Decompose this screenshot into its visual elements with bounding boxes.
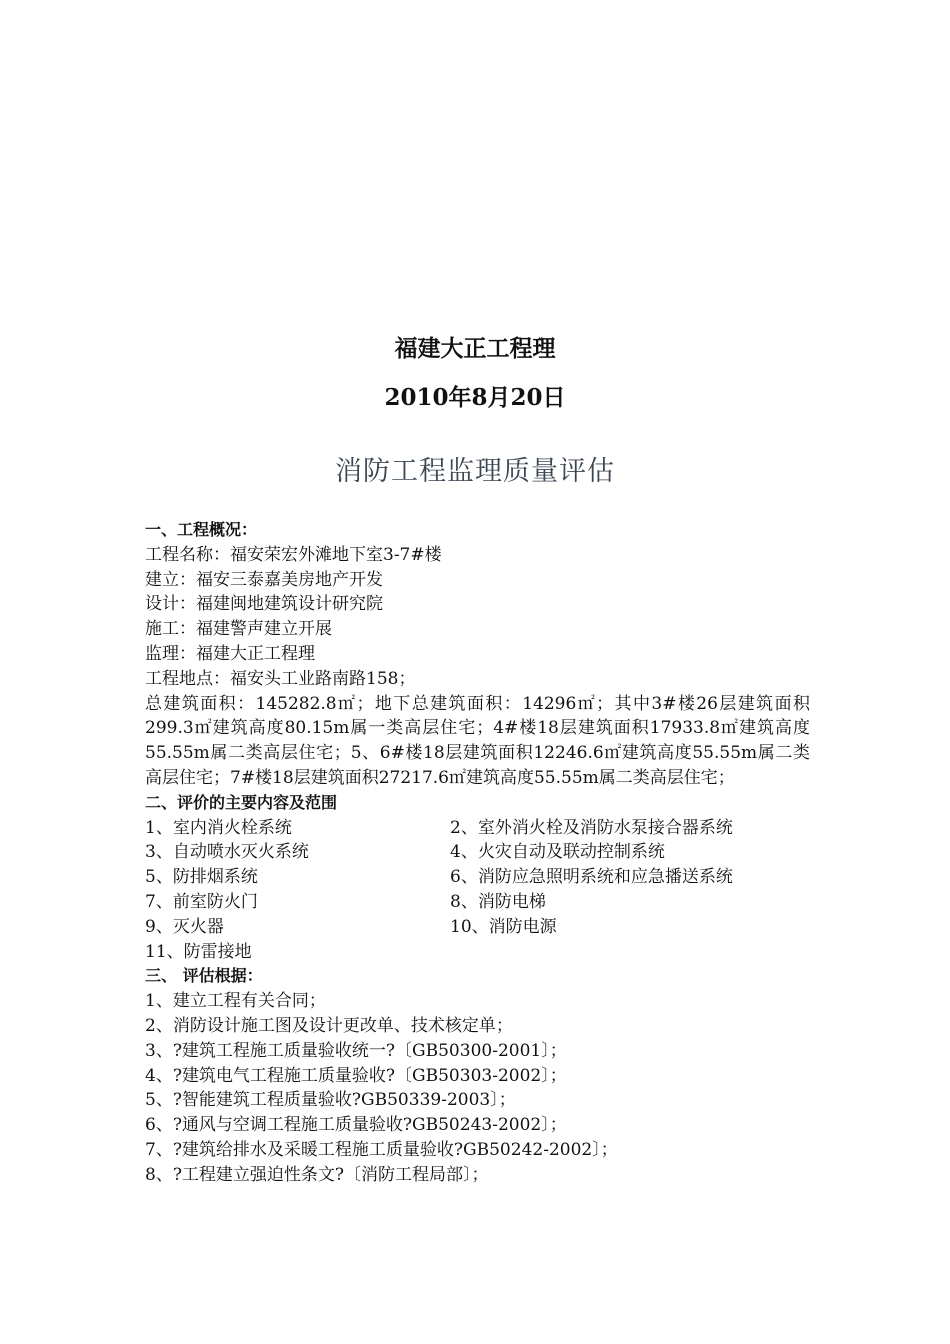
document-title: 消防工程监理质量评估	[335, 456, 615, 487]
scope-item: 7、前室防火门	[145, 891, 258, 912]
scope-item: 4、火灾自动及联动控制系统	[450, 842, 665, 863]
section-heading-overview: 一、工程概况：	[145, 520, 258, 539]
scope-item: 1、室内消火栓系统	[145, 817, 292, 838]
scope-item: 11、防雷接地	[145, 941, 252, 962]
scope-item: 10、消防电源	[450, 916, 557, 937]
developer-line: 建立：福安三泰嘉美房地产开发	[145, 569, 383, 590]
section-heading-scope: 二、评价的主要内容及范围	[145, 792, 338, 812]
basis-item: 5、?智能建筑工程质量验收?GB50339-2003〕；	[145, 1090, 516, 1111]
scope-item: 9、灭火器	[145, 916, 224, 937]
basis-item: 6、?通风与空调工程施工质量验收?GB50243-2002〕；	[145, 1115, 567, 1136]
organization-name: 福建大正工程理	[394, 335, 556, 362]
basis-item: 1、建立工程有关合同；	[145, 991, 326, 1012]
basis-item: 7、?建筑给排水及采暖工程施工质量验收?GB50242-2002〕；	[145, 1139, 618, 1160]
designer-line: 设计：福建闽地建筑设计研究院	[145, 594, 383, 615]
basis-item: 4、?建筑电气工程施工质量验收?〔GB50303-2002〕；	[145, 1065, 567, 1086]
document-body	[145, 518, 810, 1188]
report-date: 2010年8月20日	[384, 384, 566, 411]
basis-item: 3、?建筑工程施工质量验收统一?〔GB50300-2001〕；	[145, 1040, 567, 1061]
scope-item: 2、室外消火栓及消防水泵接合器系统	[450, 817, 733, 838]
scope-item: 3、自动喷水灭火系统	[145, 842, 309, 863]
building-area-paragraph: 总建筑面积：145282.8㎡；地下总建筑面积：14296㎡；其中3#楼26层建筑面积299.3㎡建筑高度80.15m属一类高层住宅；4#楼18层建筑面积17933.8㎡建筑高度55.55m属二类高层住宅；5、6#楼18层建筑面积12246.6㎡建筑高度55.55m属二类高层住宅；7#楼18层建筑面积27217.6㎡建筑高度55.55m属二类高层住宅；	[145, 693, 810, 788]
scope-item: 5、防排烟系统	[145, 867, 258, 888]
scope-items-grid	[145, 816, 810, 965]
location-line: 工程地点：福安头工业路南路158；	[145, 668, 416, 689]
basis-item: 2、消防设计施工图及设计更改单、技术核定单；	[145, 1015, 513, 1036]
supervisor-line: 监理：福建大正工程理	[145, 643, 315, 664]
basis-item: 8、?工程建立强迫性条文?〔消防工程局部〕；	[145, 1164, 489, 1185]
scope-item: 6、消防应急照明系统和应急播送系统	[450, 867, 733, 888]
project-name-line: 工程名称：福安荣宏外滩地下室3-7#楼	[145, 544, 442, 565]
contractor-line: 施工：福建警声建立开展	[145, 619, 332, 640]
section-heading-basis: 三、 评估根据：	[145, 966, 263, 986]
scope-item: 8、消防电梯	[450, 891, 546, 912]
